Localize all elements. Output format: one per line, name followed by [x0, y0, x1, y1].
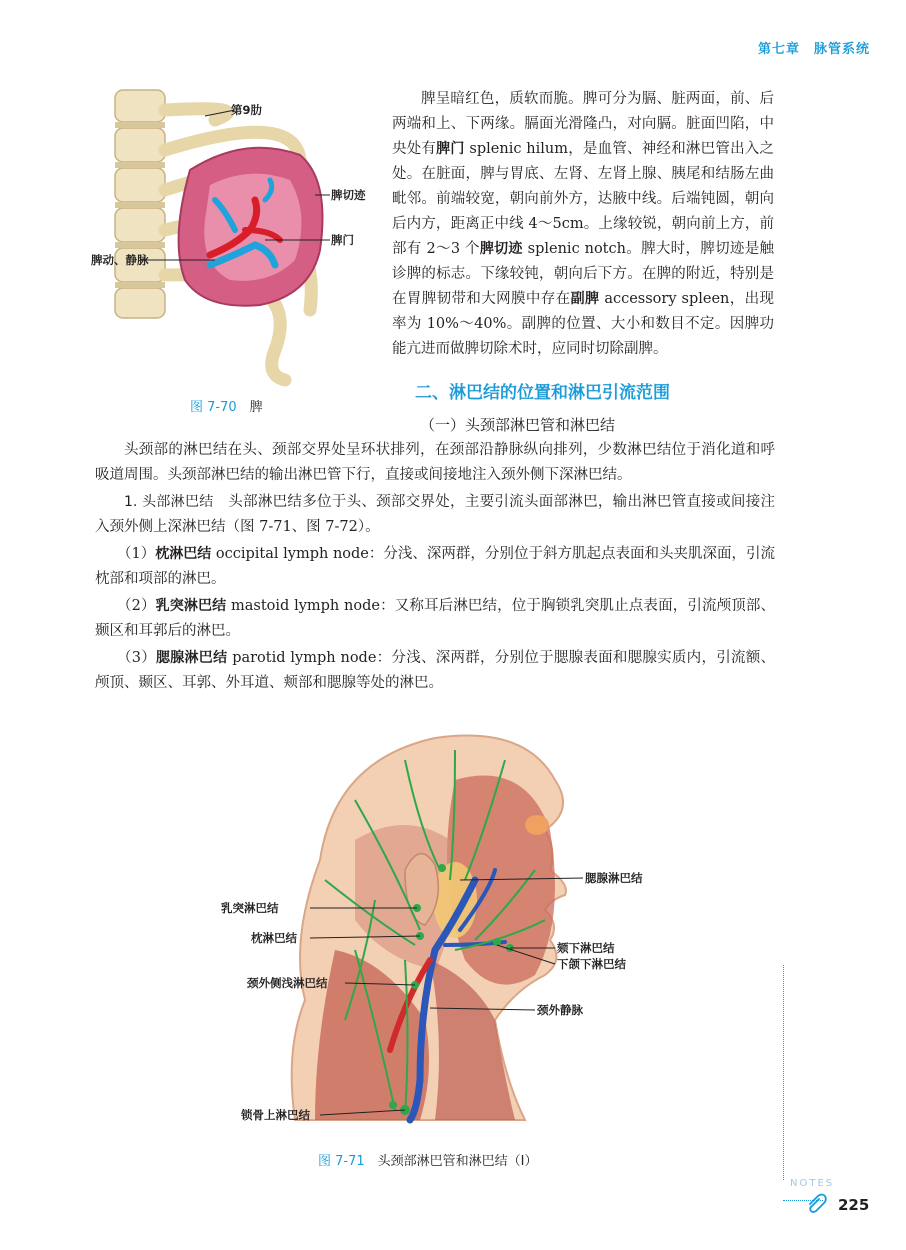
label-parotid-nodes: 腮腺淋巴结 — [585, 871, 643, 885]
caption-title: 脾 — [249, 400, 263, 415]
spleen-paragraph — [392, 87, 774, 362]
item-number: （2） — [117, 598, 156, 614]
term-accessory-spleen: 副脾 — [570, 291, 600, 307]
item-text: mastoid lymph node：又称耳后淋巴结，位于胸锁乳突肌止点表面，引流颅顶部、颞区和耳郭后的淋巴。 — [95, 598, 775, 639]
text-run: 脾呈暗红色，质软而脆。脾可分为膈、脏两面，前、后两端和上、下两缘。膈面光滑隆凸，对向膈。脏面凹陷，中央处有 — [392, 91, 774, 157]
intro-paragraph: 头颈部的淋巴结在头、颈部交界处呈环状排列，在颈部沿静脉纵向排列，少数淋巴结位于消化道和呼吸道周围。头颈部淋巴结的输出淋巴管下行，直接或间接地注入颈外侧下深淋巴结。 — [95, 442, 775, 483]
label-splenic-vessels: 脾动、静脉 — [91, 253, 149, 267]
figure-7-70-caption — [190, 396, 263, 415]
section-subtitle: （一）头颈部淋巴管和淋巴结 — [420, 416, 616, 434]
item-term: 腮腺淋巴结 — [156, 650, 228, 666]
label-superficial-lateral-cervical-nodes: 颈外侧浅淋巴结 — [247, 976, 328, 990]
label-rib9: 第9肋 — [231, 103, 263, 117]
term-splenic-notch: 脾切迹 — [479, 241, 523, 257]
head-nodes-paragraph — [95, 490, 775, 540]
label-hilum: 脾门 — [331, 233, 354, 247]
item-text: occipital lymph node：分浅、深两群，分别位于斜方肌起点表面和头夹肌深面，引流枕部和项部的淋巴。 — [95, 546, 776, 587]
figure-7-71-caption — [318, 1150, 538, 1169]
label-submandibular-nodes: 下颌下淋巴结 — [557, 957, 626, 971]
caption-number: 图 7-71 — [318, 1154, 365, 1169]
paperclip-icon — [806, 1192, 828, 1214]
item-term: 枕淋巴结 — [155, 546, 212, 562]
label-splenic-notch: 脾切迹 — [331, 188, 366, 202]
chapter-header: 第七章 脉管系统 — [757, 42, 870, 57]
item-parotid — [95, 646, 775, 696]
figure-head-neck — [205, 720, 675, 1130]
item-text: parotid lymph node：分浅、深两群，分别位于腮腺表面和腮腺实质内，引流额、颅顶、颞区、耳郭、外耳道、颊部和腮腺等处的淋巴。 — [95, 650, 775, 691]
head-nodes-lead: 1. 头部淋巴结 — [124, 494, 214, 510]
head-nodes-text: 头部淋巴结多位于头、颈部交界处，主要引流头面部淋巴，输出淋巴管直接或间接注入颈外侧上深淋巴结（图 7-71、图 7-72）。 — [95, 494, 775, 535]
text-run: splenic notch。脾大时，脾切迹是触诊脾的标志。下缘较钝，朝向后下方。在脾的附近，特别是在胃脾韧带和大网膜中存在 — [392, 241, 775, 307]
item-number: （3） — [117, 650, 157, 666]
item-mastoid — [95, 594, 775, 644]
item-occipital — [95, 542, 775, 592]
term-hilum: 脾门 — [436, 141, 465, 157]
notes-label: NOTES — [790, 1178, 835, 1189]
notes-margin-line — [783, 965, 784, 1180]
item-number: （1） — [117, 546, 156, 562]
head-neck-illustration — [205, 720, 675, 1130]
main-text — [95, 438, 775, 696]
caption-title: 头颈部淋巴管和淋巴结（Ⅰ） — [377, 1154, 538, 1169]
section-title: 二、淋巴结的位置和淋巴引流范围 — [415, 383, 670, 403]
page-number: 225 — [838, 1196, 870, 1214]
text-run: splenic hilum，是血管、神经和淋巴管出入之处。在脏面，脾与胃底、左肾、左肾上腺、胰尾和结肠左曲毗邻。前端较宽，朝向前外方，达腋中线。后端钝圆，朝向后内方，距离正中线 4～5cm。上缘较锐，朝向前上方，前部有 2～3 个 — [392, 141, 775, 257]
label-external-jugular-vein: 颈外静脉 — [537, 1003, 583, 1017]
label-supraclavicular-nodes: 锁骨上淋巴结 — [241, 1108, 310, 1122]
label-mastoid-nodes: 乳突淋巴结 — [221, 901, 279, 915]
label-submental-nodes: 颏下淋巴结 — [557, 941, 615, 955]
text-run: accessory spleen，出现率为 10%～40%。副脾的位置、大小和数目不定。因脾功能亢进而做脾切除术时，应同时切除副脾。 — [392, 291, 775, 357]
caption-number: 图 7-70 — [190, 400, 237, 415]
figure-spleen — [85, 80, 385, 390]
label-occipital-nodes: 枕淋巴结 — [251, 931, 297, 945]
item-term: 乳突淋巴结 — [155, 598, 227, 614]
